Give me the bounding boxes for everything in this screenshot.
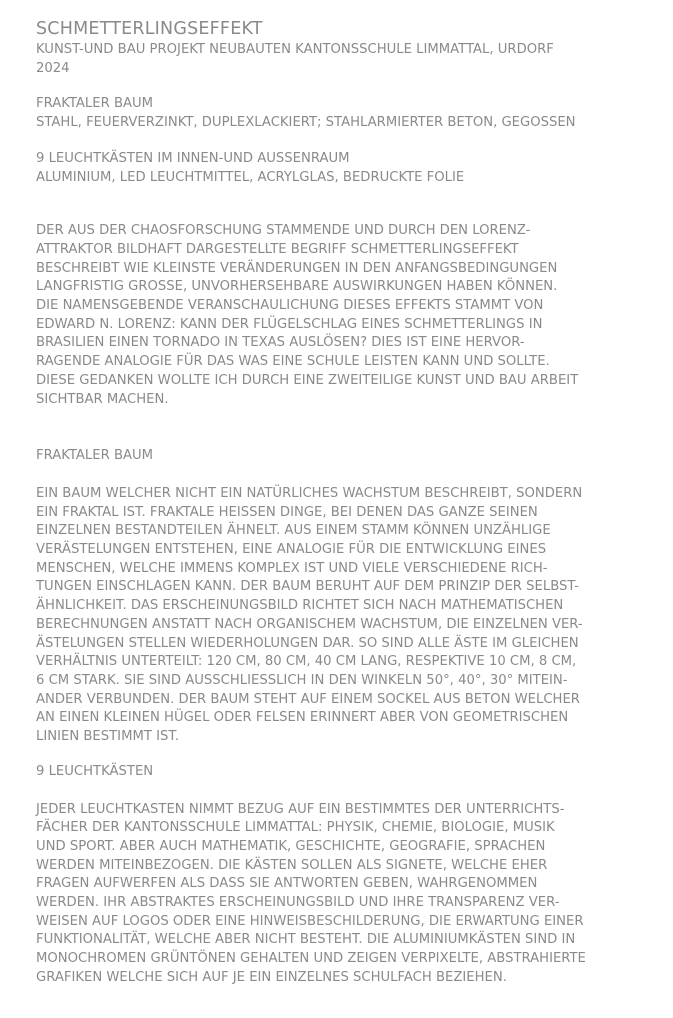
section-heading-boxes: 9 LEUCHTKÄSTEN — [36, 763, 154, 779]
paragraph-line: VERÄSTELUNGEN ENTSTEHEN, EINE ANALOGIE FÜR DIE ENTWICKLUNG EINES — [36, 542, 547, 558]
work-name: FRAKTALER BAUM — [36, 96, 154, 112]
paragraph-line: 6 CM STARK. SIE SIND AUSSCHLIESSLICH IN DEN WINKELN 50°, 40°, 30° MITEIN- — [36, 672, 568, 688]
document-page — [36, 18, 636, 988]
project-year: 2024 — [36, 60, 70, 76]
paragraph-line: MENSCHEN, WELCHE IMMENS KOMPLEX IST UND VIELE VERSCHIEDENE RICH- — [36, 560, 548, 576]
intro-paragraph — [36, 222, 636, 409]
paragraph-line: FUNKTIONALITÄT, WELCHE ABER NICHT BESTEHT. DIE ALUMINIUMKÄSTEN SIND IN — [36, 932, 576, 948]
paragraph-line: RAGENDE ANALOGIE FÜR DAS WAS EINE SCHULE LEISTEN KANN UND SOLLTE. — [36, 354, 550, 370]
tree-paragraph — [36, 485, 636, 747]
page-title: SCHMETTERLINGSEFFEKT — [36, 19, 263, 39]
paragraph-line: FRAGEN AUFWERFEN ALS DASS SIE ANTWORTEN GEBEN, WAHRGENOMMEN — [36, 876, 538, 892]
project-subtitle: KUNST-UND BAU PROJEKT NEUBAUTEN KANTONSSCHULE LIMMATTAL, URDORF — [36, 42, 554, 57]
paragraph-line: MONOCHROMEN GRÜNTÖNEN GEHALTEN UND ZEIGEN VERPIXELTE, ABSTRAHIERTE — [36, 951, 586, 967]
work-material: STAHL, FEUERVERZINKT, DUPLEXLACKIERT; STAHLARMIERTER BETON, GEGOSSEN — [36, 115, 576, 131]
paragraph-line: UND SPORT. ABER AUCH MATHEMATIK, GESCHICHTE, GEOGRAFIE, SPRACHEN — [36, 838, 546, 854]
paragraph-line: WERDEN. IHR ABSTRAKTES ERSCHEINUNGSBILD UND IHRE TRANSPARENZ VER- — [36, 895, 560, 911]
paragraph-line: EINZELNEN BESTANDTEILEN ÄHNELT. AUS EINEM STAMM KÖNNEN UNZÄHLIGE — [36, 523, 551, 539]
paragraph-line: SICHTBAR MACHEN. — [36, 391, 169, 407]
paragraph-line: LANGFRISTIG GROSSE, UNVORHERSEHBARE AUSWIRKUNGEN HABEN KÖNNEN. — [36, 279, 558, 295]
paragraph-line: EIN FRAKTAL IST. FRAKTALE HEISSEN DINGE, BEI DENEN DAS GANZE SEINEN — [36, 504, 538, 520]
boxes-paragraph — [36, 801, 636, 988]
paragraph-line: JEDER LEUCHTKASTEN NIMMT BEZUG AUF EIN BESTIMMTES DER UNTERRICHTS- — [36, 801, 565, 817]
paragraph-line: TUNGEN EINSCHLAGEN KANN. DER BAUM BERUHT AUF DEM PRINZIP DER SELBST- — [36, 579, 579, 595]
paragraph-line: ÄSTELUNGEN STELLEN WIEDERHOLUNGEN DAR. SO SIND ALLE ÄSTE IM GLEICHEN — [36, 635, 579, 651]
paragraph-line: FÄCHER DER KANTONSSCHULE LIMMATTAL: PHYSIK, CHEMIE, BIOLOGIE, MUSIK — [36, 820, 555, 836]
work-material: ALUMINIUM, LED LEUCHTMITTEL, ACRYLGLAS, BEDRUCKTE FOLIE — [36, 169, 465, 185]
paragraph-line: EDWARD N. LORENZ: KANN DER FLÜGELSCHLAG EINES SCHMETTERLINGS IN — [36, 316, 543, 332]
paragraph-line: WERDEN MITEINBEZOGEN. DIE KÄSTEN SOLLEN ALS SIGNETE, WELCHE EHER — [36, 857, 548, 873]
paragraph-line: GRAFIKEN WELCHE SICH AUF JE EIN EINZELNES SCHULFACH BEZIEHEN. — [36, 969, 507, 985]
paragraph-line: LINIEN BESTIMMT IST. — [36, 729, 180, 745]
paragraph-line: VERHÄLTNIS UNTERTEILT: 120 CM, 80 CM, 40 CM LANG, RESPEKTIVE 10 CM, 8 CM, — [36, 654, 577, 670]
paragraph-line: BERECHNUNGEN ANSTATT NACH ORGANISCHEM WACHSTUM, DIE EINZELNEN VER- — [36, 616, 583, 632]
work-name: 9 LEUCHTKÄSTEN IM INNEN-UND AUSSENRAUM — [36, 150, 350, 166]
paragraph-line: DIESE GEDANKEN WOLLTE ICH DURCH EINE ZWEITEILIGE KUNST UND BAU ARBEIT — [36, 372, 579, 388]
work-tree-info — [36, 95, 636, 132]
paragraph-line: BESCHREIBT WIE KLEINSTE VERÄNDERUNGEN IN DEN ANFANGSBEDINGUNGEN — [36, 260, 558, 276]
paragraph-line: AN EINEN KLEINEN HÜGEL ODER FELSEN ERINNERT ABER VON GEOMETRISCHEN — [36, 710, 569, 726]
paragraph-line: ATTRAKTOR BILDHAFT DARGESTELLTE BEGRIFF SCHMETTERLINGSEFFEKT — [36, 241, 519, 257]
paragraph-line: DER AUS DER CHAOSFORSCHUNG STAMMENDE UND DURCH DEN LORENZ- — [36, 223, 531, 239]
paragraph-line: BRASILIEN EINEN TORNADO IN TEXAS AUSLÖSEN? DIES IST EINE HERVOR- — [36, 335, 525, 351]
paragraph-line: EIN BAUM WELCHER NICHT EIN NATÜRLICHES WACHSTUM BESCHREIBT, SONDERN — [36, 485, 583, 501]
work-boxes-info — [36, 150, 636, 187]
section-heading-tree: FRAKTALER BAUM — [36, 448, 154, 464]
paragraph-line: ANDER VERBUNDEN. DER BAUM STEHT AUF EINEM SOCKEL AUS BETON WELCHER — [36, 691, 580, 707]
paragraph-line: DIE NAMENSGEBENDE VERANSCHAULICHUNG DIESES EFFEKTS STAMMT VON — [36, 298, 544, 314]
paragraph-line: ÄHNLICHKEIT. DAS ERSCHEINUNGSBILD RICHTET SICH NACH MATHEMATISCHEN — [36, 598, 564, 614]
paragraph-line: WEISEN AUF LOGOS ODER EINE HINWEISBESCHILDERUNG, DIE ERWARTUNG EINER — [36, 913, 584, 929]
